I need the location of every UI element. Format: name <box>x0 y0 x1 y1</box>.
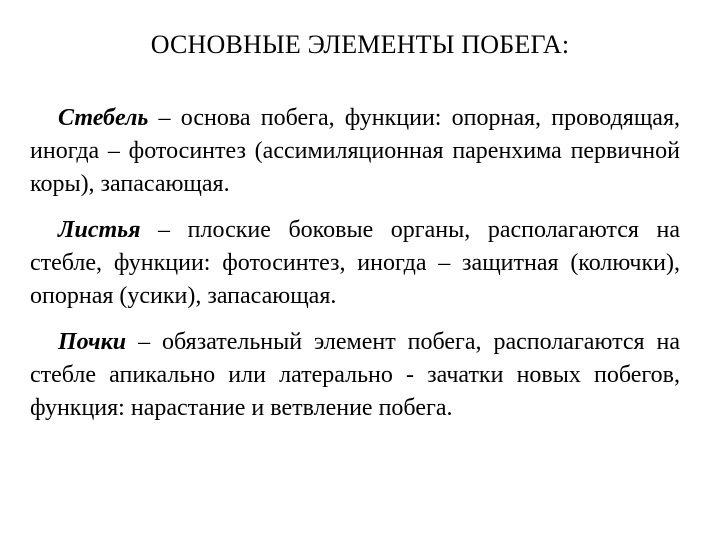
definition-leaves: – плоские боковые органы, располагаются на стебле, функции: фотосинтез, иногда – защитная (колючки), опорная (усики), запасающая. <box>30 217 680 309</box>
paragraph-stem <box>30 102 680 201</box>
definition-buds: – обязательный элемент побега, располагаются на стебле апикально или латерально - зачатки новых побегов, функция: нарастание и ветвление побега. <box>30 329 680 421</box>
definition-stem: – основа побега, функции: опорная, проводящая, иногда – фотосинтез (ассимиляционная паренхима первичной коры), запасающая. <box>30 105 680 197</box>
paragraph-buds <box>30 326 680 425</box>
paragraph-leaves <box>30 214 680 313</box>
slide-title: ОСНОВНЫЕ ЭЛЕМЕНТЫ ПОБЕГА: <box>150 30 570 59</box>
term-buds: Почки <box>58 329 127 355</box>
term-stem: Стебель <box>58 105 149 131</box>
term-leaves: Листья <box>58 217 141 243</box>
